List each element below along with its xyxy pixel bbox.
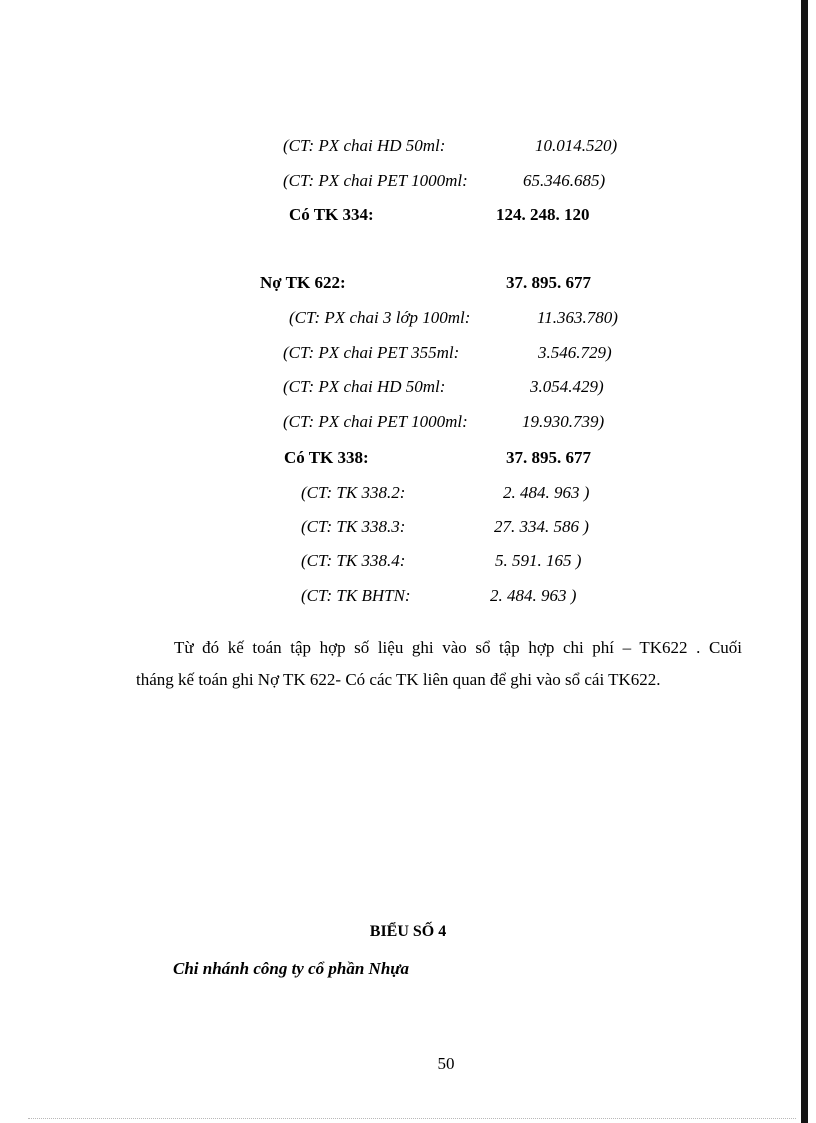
body-paragraph bbox=[136, 632, 742, 696]
entry-amount: 5. 591. 165 ) bbox=[495, 551, 582, 570]
entry-amount: 19.930.739) bbox=[522, 412, 605, 431]
entry-amount: 37. 895. 677 bbox=[506, 273, 591, 292]
entry-label: Nợ TK 622: bbox=[260, 273, 346, 292]
entry-label: Có TK 334: bbox=[289, 205, 374, 224]
entry-label: (CT: PX chai HD 50ml: bbox=[283, 136, 446, 155]
entry-label: (CT: PX chai 3 lớp 100ml: bbox=[289, 308, 471, 327]
entry-label: (CT: TK 338.4: bbox=[301, 551, 406, 570]
entry-label: (CT: TK 338.2: bbox=[301, 483, 406, 502]
entry-amount: 27. 334. 586 ) bbox=[494, 517, 589, 536]
entry-amount: 2. 484. 963 ) bbox=[490, 586, 577, 605]
entry-label: Có TK 338: bbox=[284, 448, 369, 467]
entry-amount: 124. 248. 120 bbox=[496, 205, 590, 224]
entry-label: (CT: PX chai PET 1000ml: bbox=[283, 171, 468, 190]
entry-amount: 11.363.780) bbox=[537, 308, 618, 327]
entry-amount: 37. 895. 677 bbox=[506, 448, 591, 467]
page-edge-border bbox=[801, 0, 808, 1123]
paragraph-line-1: Từ đó kế toán tập hợp số liệu ghi vào sổ tập hợp chi phí – TK622 . Cuối bbox=[174, 638, 742, 657]
page-number: 50 bbox=[437, 1054, 455, 1073]
entry-amount: 10.014.520) bbox=[535, 136, 618, 155]
form-heading: BIỂU SỐ 4 bbox=[369, 923, 447, 940]
entry-label: (CT: TK BHTN: bbox=[301, 586, 411, 605]
entry-amount: 65.346.685) bbox=[523, 171, 606, 190]
entry-label: (CT: PX chai PET 355ml: bbox=[283, 343, 460, 362]
entry-amount: 2. 484. 963 ) bbox=[503, 483, 590, 502]
paragraph-line-2: tháng kế toán ghi Nợ TK 622- Có các TK liên quan để ghi vào sổ cái TK622. bbox=[136, 670, 661, 689]
entry-amount: 3.054.429) bbox=[530, 377, 604, 396]
page-bottom-divider bbox=[28, 1118, 796, 1119]
entry-label: (CT: PX chai HD 50ml: bbox=[283, 377, 446, 396]
entry-label: (CT: PX chai PET 1000ml: bbox=[283, 412, 468, 431]
entry-amount: 3.546.729) bbox=[538, 343, 612, 362]
company-name: Chi nhánh công ty cổ phần Nhựa bbox=[173, 959, 409, 978]
entry-label: (CT: TK 338.3: bbox=[301, 517, 406, 536]
